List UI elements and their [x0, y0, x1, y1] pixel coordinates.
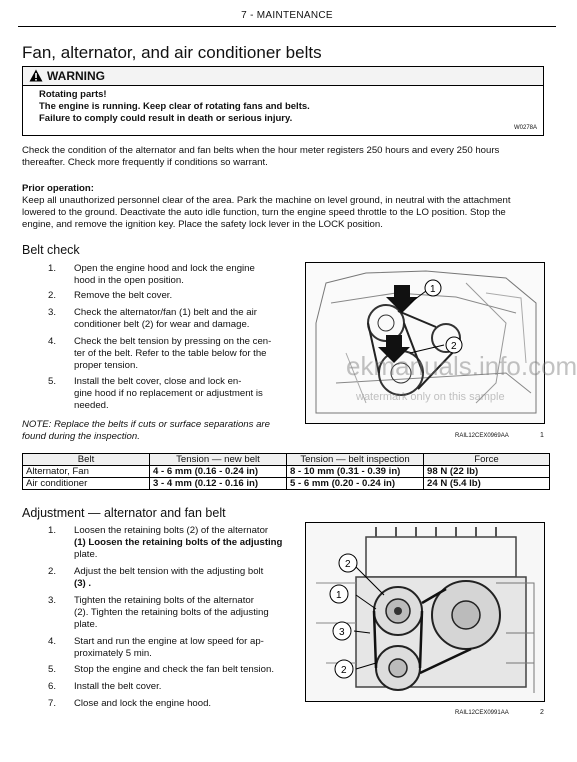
callout-3	[333, 622, 351, 640]
prior-operation-heading: Prior operation:	[22, 183, 94, 194]
watermark-text: ekmanuals.info.com	[346, 351, 577, 381]
step-text: Loosen the retaining bolts (2) of the alternator	[74, 525, 269, 536]
column-header: Force	[424, 454, 550, 466]
header-divider	[18, 26, 556, 27]
table-cell: 24 N (5.4 lb)	[424, 478, 550, 490]
warning-label: WARNING	[47, 69, 105, 83]
step-text: proximately 5 min.	[74, 648, 152, 659]
table-cell: 5 - 6 mm (0.20 - 0.24 in)	[287, 478, 424, 490]
callout-1	[425, 280, 441, 296]
engine-alternator-illustration	[306, 523, 544, 701]
table-cell: 3 - 4 mm (0.12 - 0.16 in)	[150, 478, 287, 490]
warning-line: The engine is running. Keep clear of rotating fans and belts.	[39, 101, 310, 112]
warning-box	[22, 66, 544, 136]
warning-triangle-icon	[29, 69, 43, 82]
step-text: Install the belt cover, close and lock en-	[74, 376, 242, 387]
step-text: Remove the belt cover.	[74, 290, 173, 301]
step-text: ter of the belt. Refer to the table below for the	[74, 348, 267, 359]
step-text: Close and lock the engine hood.	[74, 698, 212, 709]
step-number: 4.	[48, 636, 57, 647]
table-cell: Air conditioner	[23, 478, 150, 490]
step-text: Open the engine hood and lock the engine	[74, 263, 255, 274]
step-number: 2.	[48, 290, 57, 301]
table-cell: 4 - 6 mm (0.16 - 0.24 in)	[150, 466, 287, 478]
step-number: 3.	[48, 307, 57, 318]
svg-text:1: 1	[336, 590, 342, 601]
step-text: Start and run the engine at low speed for ap-	[74, 636, 264, 647]
table-header-row	[23, 454, 550, 466]
step-number: 5.	[48, 664, 57, 675]
step-text: plate.	[74, 549, 98, 560]
step-text: Check the alternator/fan (1) belt and the air	[74, 307, 257, 318]
belt-note: NOTE: Replace the belts if cuts or surface separations are found during the inspection.	[22, 419, 270, 442]
column-header: Tension — belt inspection	[287, 454, 424, 466]
warning-header	[23, 67, 543, 86]
step-text: Install the belt cover.	[74, 681, 162, 692]
belt-check-figure	[305, 262, 577, 424]
warning-line: Failure to comply could result in death or serious injury.	[39, 113, 293, 124]
callout-1	[330, 585, 348, 603]
step-text: needed.	[74, 400, 109, 411]
svg-text:1: 1	[430, 284, 436, 295]
callout-2	[339, 554, 357, 572]
step-text: conditioner belt (2) for wear and damage.	[74, 319, 250, 330]
table-row	[23, 478, 550, 490]
warning-code: W0278A	[513, 125, 537, 131]
section-title: Fan, alternator, and air conditioner belts	[22, 43, 322, 62]
step-text: Stop the engine and check the fan belt tension.	[74, 664, 275, 675]
step-number: 5.	[48, 376, 57, 387]
svg-text:2: 2	[341, 665, 347, 676]
column-header: Tension — new belt	[150, 454, 287, 466]
svg-text:2: 2	[451, 341, 457, 352]
step-text: (3) .	[74, 578, 92, 589]
figure-number: 2	[540, 709, 544, 716]
watermark-subtext: watermark only on this sample	[356, 391, 505, 403]
step-number: 1.	[48, 525, 57, 536]
step-text: Tighten the retaining bolts of the alternator	[74, 595, 254, 606]
prior-operation-line: engine, and remove the ignition key. Place the safety lock lever in the LOCK position.	[22, 219, 383, 230]
step-number: 3.	[48, 595, 57, 606]
step-number: 1.	[48, 263, 57, 274]
table-cell: 8 - 10 mm (0.31 - 0.39 in)	[287, 466, 424, 478]
step-number: 6.	[48, 681, 57, 692]
step-number: 4.	[48, 336, 57, 347]
figure-number: 1	[540, 432, 544, 439]
table-cell: Alternator, Fan	[23, 466, 150, 478]
step-text: gine hood if no replacement or adjustment is	[74, 388, 263, 399]
step-number: 7.	[48, 698, 57, 709]
step-text: plate.	[74, 619, 98, 630]
table-row	[23, 466, 550, 478]
warning-line: Rotating parts!	[39, 89, 107, 100]
page-header: 7 - MAINTENANCE	[241, 10, 333, 21]
svg-text:3: 3	[339, 627, 345, 638]
prior-operation-line: lowered to the ground. Deactivate the auto idle function, turn the engine speed throttle to the LO position. Stop the	[22, 207, 506, 218]
step-text: hood in the open position.	[74, 275, 184, 286]
figure-caption: RAIL12CEX0991AA	[455, 710, 509, 716]
step-number: 2.	[48, 566, 57, 577]
belt-check-heading: Belt check	[22, 243, 80, 257]
callout-2	[335, 660, 353, 678]
figure-caption: RAIL12CEX0969AA	[455, 433, 509, 439]
prior-operation-line: Keep all unauthorized personnel clear of the area. Park the machine on level ground, in neutral with the attachment	[22, 195, 511, 206]
intro-line: Check the condition of the alternator and fan belts when the hour meter registers 250 hours and every 250 hours	[22, 145, 500, 156]
svg-text:2: 2	[345, 559, 351, 570]
step-text: Check the belt tension by pressing on the cen-	[74, 336, 272, 347]
adjustment-figure	[305, 522, 545, 702]
tension-table	[22, 453, 550, 490]
step-text: proper tension.	[74, 360, 138, 371]
table-cell: 98 N (22 lb)	[424, 466, 550, 478]
step-text: (2). Tighten the retaining bolts of the adjusting	[74, 607, 269, 618]
step-text: (1) Loosen the retaining bolts of the adjusting	[74, 537, 283, 548]
adjustment-heading: Adjustment — alternator and fan belt	[22, 506, 226, 520]
intro-line: thereafter. Check more frequently if conditions so warrant.	[22, 157, 268, 168]
step-text: Adjust the belt tension with the adjusting bolt	[74, 566, 264, 577]
column-header: Belt	[23, 454, 150, 466]
